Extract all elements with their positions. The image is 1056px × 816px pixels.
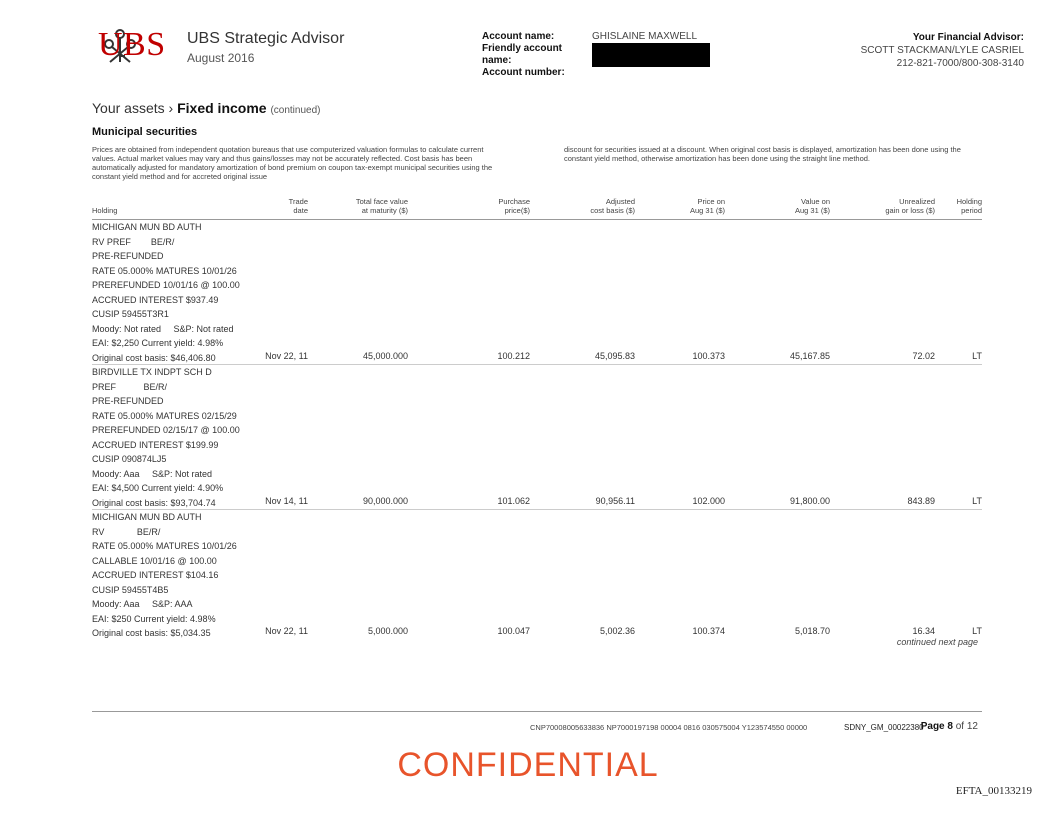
product-title: UBS Strategic Advisor xyxy=(187,30,345,47)
col-unrealized xyxy=(850,197,935,215)
col-face-value-line1: Total face value xyxy=(355,197,408,206)
holding-line: Original cost basis: $5,034.35 xyxy=(92,628,211,638)
col-value-on xyxy=(755,197,830,215)
holding-line: EAI: $2,250 Current yield: 4.98% xyxy=(92,338,224,348)
continued-label: (continued) xyxy=(270,105,321,116)
confidential-stamp: CONFIDENTIAL xyxy=(397,746,659,784)
holding-line: RATE 05.000% MATURES 10/01/26 xyxy=(92,541,237,551)
unrealized-gain: 72.02 xyxy=(912,351,935,361)
section-title xyxy=(92,100,320,116)
page-number xyxy=(921,721,978,732)
value-on-date: 91,800.00 xyxy=(789,496,830,506)
ubs-logo-text: UBS xyxy=(98,26,166,63)
price-on-date: 102.000 xyxy=(692,496,725,506)
account-name-label: Account name: xyxy=(482,31,555,42)
advisor-phone: 212-821-7000/800-308-3140 xyxy=(896,58,1024,69)
purchase-price: 100.047 xyxy=(497,626,530,636)
holding-description xyxy=(92,510,237,641)
col-adjusted-cost-line1: Adjusted xyxy=(605,197,635,206)
col-purchase-price xyxy=(450,197,530,215)
col-holding-period-line2: period xyxy=(961,206,982,215)
trade-date: Nov 14, 11 xyxy=(265,496,308,506)
unrealized-gain: 16.34 xyxy=(912,626,935,636)
holding-line: Moody: Aaa S&P: Not rated xyxy=(92,468,213,479)
holding-period: LT xyxy=(972,626,982,636)
holding-line: Original cost basis: $93,704.74 xyxy=(92,497,216,508)
face-value: 90,000.000 xyxy=(362,496,408,506)
holding-line: PRE-REFUNDED xyxy=(92,251,164,261)
col-price-on-line1: Price on xyxy=(697,197,725,206)
adjusted-cost: 5,002.36 xyxy=(599,626,635,636)
col-value-on-line1: Value on xyxy=(800,197,830,206)
col-unrealized-line1: Unrealized xyxy=(899,197,935,206)
page-label: Page xyxy=(920,721,945,732)
account-name-value: GHISLAINE MAXWELL xyxy=(592,31,698,42)
adjusted-cost: 45,095.83 xyxy=(594,351,635,361)
page-total: of 12 xyxy=(955,721,978,732)
holding-line: ACCRUED INTEREST $937.49 xyxy=(92,294,219,305)
holding-line: EAI: $4,500 Current yield: 4.90% xyxy=(92,483,224,493)
col-holding-period-line1: Holding xyxy=(956,197,982,206)
pricing-note-left: Prices are obtained from independent quotation bureaus that use computerized valuation formulas to calculate current values. Actual market values may vary and thus gains/losses may not be accurately reflected. Cost basis has been automatically adjusted for mandatory amortization of bond premium on coupon tax-exempt municipal securities using the constant yield method and for accreted original issue xyxy=(92,145,493,181)
holding-line: RATE 05.000% MATURES 02/15/29 xyxy=(92,410,237,421)
statement-period: August 2016 xyxy=(187,51,255,65)
holding-line: PREREFUNDED 02/15/17 @ 100.00 xyxy=(92,425,240,435)
section-prefix: Your assets xyxy=(92,100,165,116)
holding-line: MICHIGAN MUN BD AUTH xyxy=(92,222,202,232)
col-face-value-line2: at maturity ($) xyxy=(361,206,408,215)
holding-line: RV PREF BE/R/ xyxy=(92,236,175,247)
pricing-note-right: discount for securities issued at a discount. When original cost basis is displayed, amortization has been done using the constant yield method, otherwise amortization has been done using the straight line method. xyxy=(564,145,961,163)
account-info xyxy=(482,31,697,79)
section-name: Fixed income xyxy=(177,100,267,116)
holding-line: PRE-REFUNDED xyxy=(92,396,164,406)
trade-date: Nov 22, 11 xyxy=(265,351,308,361)
col-purchase-price-line1: Purchase xyxy=(498,197,530,206)
face-value: 45,000.000 xyxy=(362,351,408,361)
page-current: 8 xyxy=(947,721,953,732)
price-on-date: 100.374 xyxy=(692,626,725,636)
holding-description xyxy=(92,365,240,510)
col-adjusted-cost-line2: cost basis ($) xyxy=(590,206,635,215)
col-holding-period xyxy=(940,197,982,215)
holding-line: PREF BE/R/ xyxy=(92,381,168,392)
holding-line: ACCRUED INTEREST $104.16 xyxy=(92,570,219,580)
unrealized-gain: 843.89 xyxy=(907,496,935,506)
value-on-date: 45,167.85 xyxy=(789,351,830,361)
advisor-label: Your Financial Advisor: xyxy=(912,32,1024,43)
account-number-label: Account number: xyxy=(482,67,565,78)
price-on-date: 100.373 xyxy=(692,351,725,361)
col-adjusted-cost xyxy=(550,197,635,215)
holding-description xyxy=(92,220,240,365)
adjusted-cost: 90,956.11 xyxy=(595,496,635,506)
footer-divider xyxy=(92,711,982,712)
efta-number: EFTA_00133219 xyxy=(955,785,1032,797)
subsection-title: Municipal securities xyxy=(92,126,198,138)
holding-line: PREREFUNDED 10/01/16 @ 100.00 xyxy=(92,280,240,290)
holding-line: BIRDVILLE TX INDPT SCH D xyxy=(92,367,212,377)
trade-date: Nov 22, 11 xyxy=(265,626,308,636)
col-trade-date-line1: Trade xyxy=(288,197,308,206)
statement-code: CNP70008005633836 NP7000197198 00004 0816 030575004 Y123574550 00000 xyxy=(530,723,808,732)
holding-line: CUSIP 59455T4B5 xyxy=(92,584,169,595)
continued-next-page: continued next page xyxy=(896,637,978,647)
redaction-box xyxy=(592,43,710,67)
advisor-name: SCOTT STACKMAN/LYLE CASRIEL xyxy=(860,45,1024,56)
holding-line: Moody: Aaa S&P: AAA xyxy=(92,599,193,609)
holding-line: CALLABLE 10/01/16 @ 100.00 xyxy=(92,555,217,566)
col-value-on-line2: Aug 31 ($) xyxy=(794,206,830,215)
breadcrumb-arrow-icon: › xyxy=(168,100,174,116)
col-unrealized-line2: gain or loss ($) xyxy=(885,206,935,215)
holding-period: LT xyxy=(972,351,982,361)
col-trade-date-line2: date xyxy=(293,206,308,215)
holding-line: CUSIP 59455T3R1 xyxy=(92,309,169,319)
col-price-on xyxy=(660,197,725,215)
holding-line: EAI: $250 Current yield: 4.98% xyxy=(92,613,216,624)
holding-line: CUSIP 090874LJ5 xyxy=(92,454,167,464)
col-price-on-line2: Aug 31 ($) xyxy=(689,206,725,215)
face-value: 5,000.000 xyxy=(367,626,408,636)
holding-line: RV BE/R/ xyxy=(92,526,161,537)
col-holding: Holding xyxy=(92,206,118,215)
financial-advisor xyxy=(861,31,1024,70)
col-trade-date xyxy=(258,197,308,215)
col-purchase-price-line2: price($) xyxy=(504,206,530,215)
purchase-price: 101.062 xyxy=(497,496,530,506)
holding-line: ACCRUED INTEREST $199.99 xyxy=(92,439,219,450)
bates-stamp: SDNY_GM_00022380 xyxy=(844,723,924,732)
value-on-date: 5,018.70 xyxy=(794,626,830,636)
holding-line: Original cost basis: $46,406.80 xyxy=(92,352,216,363)
holding-line: MICHIGAN MUN BD AUTH xyxy=(92,512,202,522)
holding-line: RATE 05.000% MATURES 10/01/26 xyxy=(92,265,237,276)
holding-period: LT xyxy=(972,496,982,506)
friendly-account-label: Friendly account name: xyxy=(482,43,563,66)
col-face-value xyxy=(318,197,408,215)
holding-line: Moody: Not rated S&P: Not rated xyxy=(92,323,234,334)
purchase-price: 100.212 xyxy=(497,351,530,361)
